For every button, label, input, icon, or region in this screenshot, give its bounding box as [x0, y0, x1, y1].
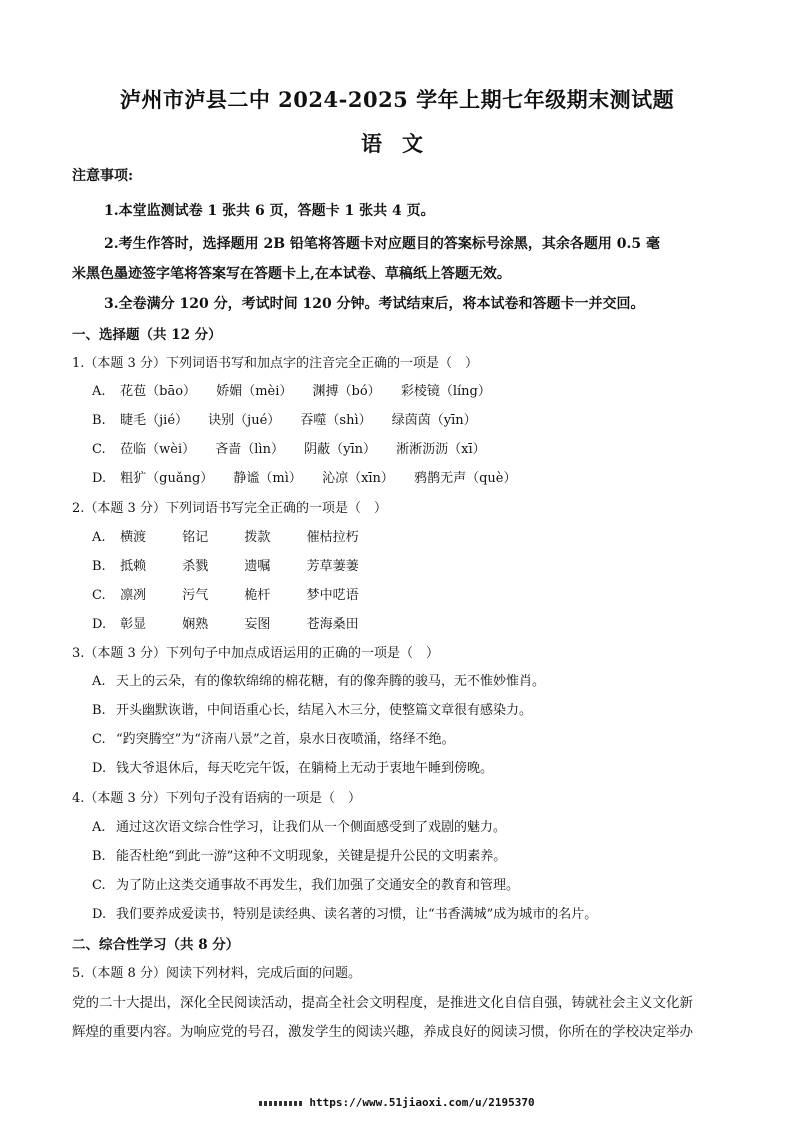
option-letter: D. [92, 761, 107, 776]
subject-title: 语文 [361, 131, 443, 156]
option-word: 沁凉（xīn） [322, 471, 394, 486]
reading-paragraph-line-1: 党的二十大提出，深化全民阅读活动，提高全社会文明程度，是推进文化自信自强，铸就社会主义文化新 [72, 995, 693, 1011]
q2-option-b [92, 555, 365, 574]
option-letter: D. [92, 471, 107, 486]
page-title: 泸州市泸县二中 2024-2025 学年上期七年级期末测试题 [119, 87, 675, 112]
section-1-heading: 一、选择题（共 12 分） [72, 327, 222, 343]
option-letter: C. [92, 878, 106, 893]
option-letter: B. [92, 849, 106, 864]
option-word: 鸦鹊无声（què） [414, 471, 517, 486]
option-word: 遗嘱 [244, 559, 271, 574]
option-word: 抵赖 [120, 559, 147, 574]
option-word: 粗犷（guǎng） [120, 471, 214, 486]
option-word: 横渡 [120, 530, 147, 545]
option-text: 天上的云朵，有的像软绵绵的棉花糖，有的像奔腾的骏马，无不惟妙惟肖。 [116, 674, 546, 689]
option-word: 彰显 [120, 617, 147, 632]
q2-option-a [92, 526, 365, 545]
option-word: 娴熟 [182, 617, 209, 632]
q1-option-d [92, 467, 532, 486]
option-word: 桅杆 [244, 588, 271, 603]
section-2-heading: 二、综合性学习（共 8 分） [72, 937, 240, 953]
option-word: 铭记 [182, 530, 209, 545]
q4-option-a [92, 816, 506, 835]
q1-option-c [92, 438, 502, 457]
question-3-stem: 3.（本题 3 分）下列句子中加点成语运用的正确的一项是（ ） [72, 646, 439, 661]
option-word: 诀别（jué） [208, 413, 281, 428]
notice-item-2a: 2.考生作答时，选择题用 2B 铅笔将答题卡对应题目的答案标号涂黑，其余各题用 0.5 毫 [104, 236, 661, 252]
option-word: 静谧（mì） [233, 471, 302, 486]
q4-option-d [92, 903, 597, 922]
notice-item-1: 1.本堂监测试卷 1 张共 6 页，答题卡 1 张共 4 页。 [104, 203, 435, 219]
option-word: 梦中呓语 [306, 588, 359, 603]
option-letter: A. [92, 384, 106, 399]
option-word: 绿茵茵（yīn） [391, 413, 477, 428]
option-word: 催枯拉朽 [306, 530, 359, 545]
option-letter: B. [92, 703, 106, 718]
option-text: 通过这次语文综合性学习，让我们从一个侧面感受到了戏剧的魅力。 [116, 820, 507, 835]
option-word: 芳草萋萋 [306, 559, 359, 574]
option-word: 花苞（bāo） [120, 384, 197, 399]
option-word: 凛冽 [120, 588, 147, 603]
q1-option-b [92, 409, 493, 428]
option-text: 钱大爷退休后，每天吃完午饭，在躺椅上无动于衷地午睡到傍晚。 [116, 761, 494, 776]
option-word: 阴蔽（yīn） [304, 442, 376, 457]
option-letter: C. [92, 732, 106, 747]
option-text: 开头幽默诙谐，中间语重心长，结尾入木三分，使整篇文章很有感染力。 [116, 703, 533, 718]
option-word: 娇媚（mèi） [216, 384, 293, 399]
question-4-stem: 4.（本题 3 分）下列句子没有语病的一项是（ ） [72, 791, 361, 806]
option-letter: B. [92, 559, 106, 574]
option-letter: D. [92, 907, 107, 922]
option-text: 我们要养成爱读书，特别是读经典、读名著的习惯，让“书香满城”成为城市的名片。 [116, 907, 598, 922]
option-letter: D. [92, 617, 107, 632]
option-word: 苍海桑田 [306, 617, 359, 632]
option-word: 妄图 [244, 617, 271, 632]
q3-option-d [92, 757, 493, 776]
option-word: 渊搏（bó） [312, 384, 381, 399]
page-footer [0, 1096, 794, 1109]
option-word: 拨款 [244, 530, 271, 545]
option-letter: A. [92, 674, 106, 689]
option-letter: C. [92, 588, 106, 603]
option-word: 杀戮 [182, 559, 209, 574]
option-word: 吝啬（lìn） [215, 442, 284, 457]
option-text: 为了防止这类交通事故不再发生，我们加强了交通安全的教育和管理。 [116, 878, 520, 893]
q4-option-c [92, 874, 519, 893]
q4-option-b [92, 845, 506, 864]
option-text: “趵突腾空”为“济南八景”之首，泉水日夜喷涌，络绎不绝。 [116, 732, 455, 747]
notice-item-2b: 米黑色墨迹签字笔将答案写在答题卡上,在本试卷、草稿纸上答题无效。 [72, 266, 511, 282]
option-word: 污气 [182, 588, 209, 603]
option-letter: C. [92, 442, 106, 457]
q3-option-c [92, 728, 455, 747]
option-letter: A. [92, 530, 106, 545]
reading-paragraph-line-2: 辉煌的重要内容。为响应党的号召，激发学生的阅读兴趣，养成良好的阅读习惯，你所在的学校决定举办 [72, 1024, 693, 1040]
question-2-stem: 2.（本题 3 分）下列词语书写完全正确的一项是（ ） [72, 501, 387, 516]
option-letter: B. [92, 413, 106, 428]
option-letter: A. [92, 820, 106, 835]
notice-heading: 注意事项: [72, 168, 134, 184]
option-word: 彩棱镜（líng） [400, 384, 491, 399]
option-word: 睫毛（jié） [120, 413, 189, 428]
question-1-stem: 1.（本题 3 分）下列词语书写和加点字的注音完全正确的一项是（ ） [72, 356, 478, 371]
option-word: 吞噬（shì） [300, 413, 372, 428]
footer-logo-icon [259, 1101, 303, 1106]
option-text: 能否杜绝“到此一游”这种不文明现象，关键是提升公民的文明素养。 [116, 849, 507, 864]
q1-option-a [92, 380, 507, 399]
option-word: 莅临（wèi） [120, 442, 196, 457]
option-word: 淅淅沥沥（xī） [396, 442, 486, 457]
notice-item-3: 3.全卷满分 120 分，考试时间 120 分钟。考试结束后，将本试卷和答题卡一并交回。 [104, 296, 645, 312]
q3-option-a [92, 670, 545, 689]
footer-link[interactable]: https://www.51jiaoxi.com/u/2195370 [309, 1096, 535, 1109]
q2-option-d [92, 613, 365, 632]
q2-option-c [92, 584, 365, 603]
question-5-stem: 5.（本题 8 分）阅读下列材料，完成后面的问题。 [72, 966, 361, 981]
q3-option-b [92, 699, 532, 718]
